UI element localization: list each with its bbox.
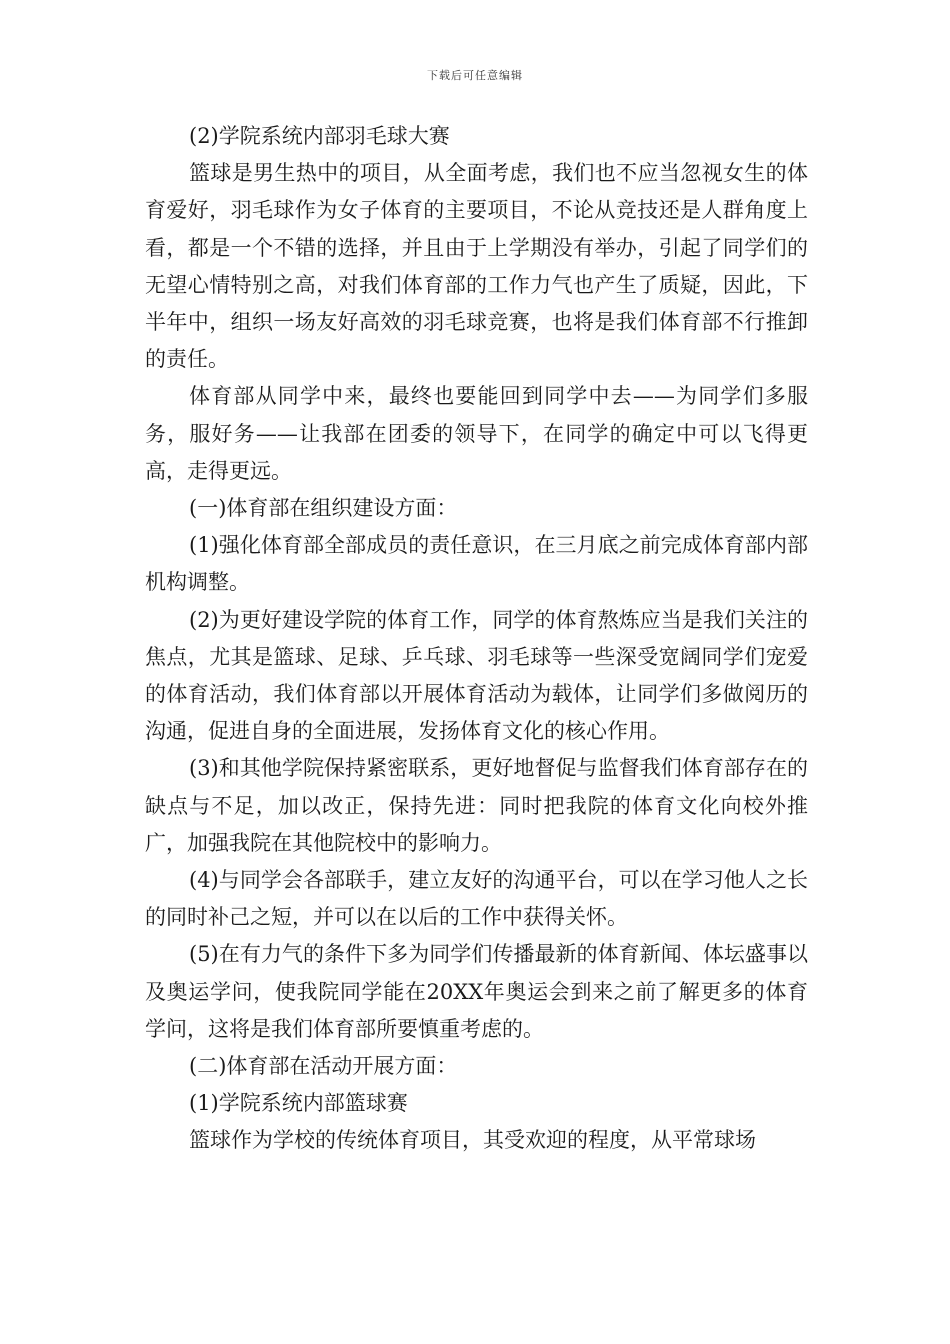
- subheading-activities: (二)体育部在活动开展方面：: [189, 1054, 458, 1079]
- list-item-1: (1)强化体育部全部成员的责任意识，在三月底之前完成体育部内部机构调整。: [145, 533, 808, 595]
- header-note: 下载后可任意编辑: [427, 69, 523, 82]
- list-item-3: (3)和其他学院保持紧密联系，更好地督促与监督我们体育部存在的缺点与不足，加以改正，保持先进：同时把我院的体育文化向校外推广，加强我院在其他院校中的影响力。: [145, 756, 808, 855]
- paragraph-basketball: 篮球作为学校的传统体育项目，其受欢迎的程度，从平常球场: [189, 1128, 756, 1153]
- paragraph-serve-students: 体育部从同学中来，最终也要能回到同学中去——为同学们多服务，服好务——让我部在团委的领导下，在同学的确定中可以飞得更高，走得更远。: [145, 384, 808, 483]
- subheading-badminton-contest: (2)学院系统内部羽毛球大赛: [189, 124, 450, 148]
- list-item-5: (5)在有力气的条件下多为同学们传播最新的体育新闻、体坛盛事以及奥运学问，使我院同学能在20XX年奥运会到来之前了解更多的体育学问，这将是我们体育部所要慎重考虑的。: [145, 942, 808, 1041]
- list-item-2: (2)为更好建设学院的体育工作，同学的体育熬炼应当是我们关注的焦点，尤其是篮球、足球、乒乓球、羽毛球等一些深受宽阔同学们宠爱的体育活动，我们体育部以开展体育活动为载体，让同学们多做阅历的沟通，促进自身的全面进展，发扬体育文化的核心作用。: [145, 607, 808, 744]
- paragraph-badminton: 篮球是男生热中的项目，从全面考虑，我们也不应当忽视女生的体育爱好，羽毛球作为女子体育的主要项目，不论从竞技还是人群角度上看，都是一个不错的选择，并且由于上学期没有举办，引起了同学们的无望心情特别之高，对我们体育部的工作力气也产生了质疑，因此，下半年中，组织一场友好高效的羽毛球竞赛，也将是我们体育部不行推卸的责任。: [145, 161, 808, 372]
- document-body: [145, 118, 808, 1160]
- subheading-organization: (一)体育部在组织建设方面：: [189, 496, 458, 521]
- subheading-basketball-contest: (1)学院系统内部篮球赛: [189, 1091, 408, 1116]
- list-item-4: (4)与同学会各部联手，建立友好的沟通平台，可以在学习他人之长的同时补己之短，并可以在以后的工作中获得关怀。: [145, 868, 808, 930]
